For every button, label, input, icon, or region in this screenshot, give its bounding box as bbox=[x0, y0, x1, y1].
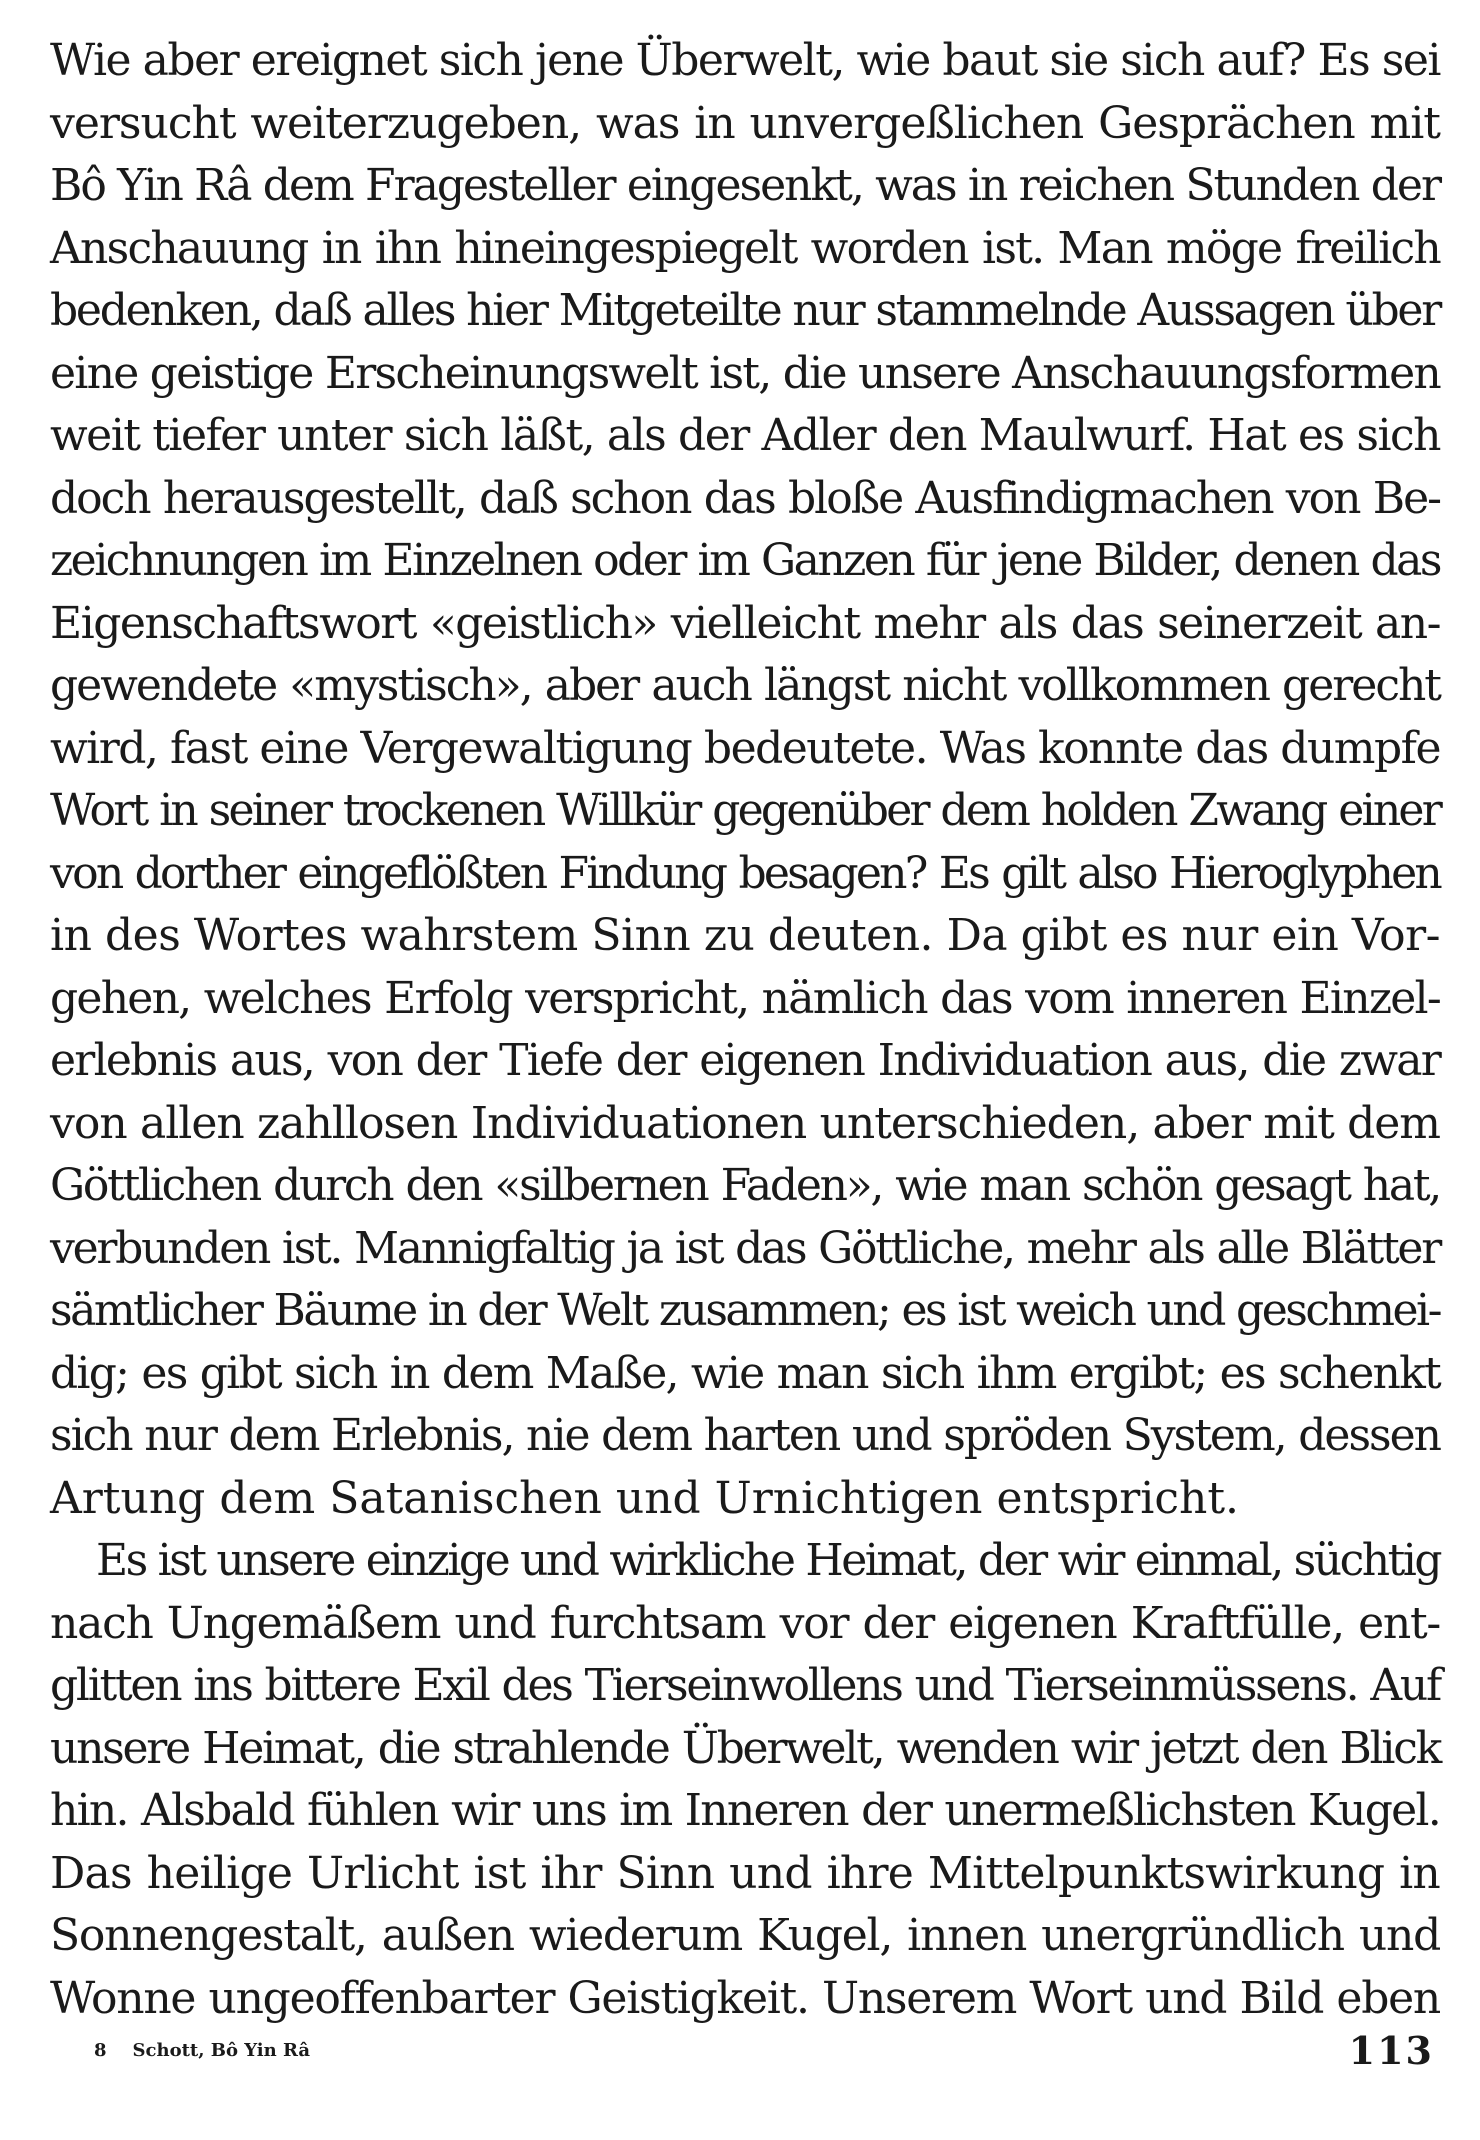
text-line: Sonnengestalt, außen wiederum Kugel, innen unergründlich und bbox=[50, 1910, 1440, 1961]
text-line: doch herausgestellt, daß schon das bloße Ausfindigmachen von Be- bbox=[50, 472, 1440, 524]
text-line: dig; es gibt sich in dem Maße, wie man sich ihm ergibt; es schenkt bbox=[50, 1347, 1440, 1399]
text-line: bedenken, daß alles hier Mitgeteilte nur stammelnde Aussagen über bbox=[50, 285, 1440, 336]
paragraph-1 bbox=[50, 30, 1440, 1530]
page-number: 113 bbox=[1348, 2028, 1434, 2073]
text-line: hin. Alsbald fühlen wir uns im Inneren der unermeßlichsten Kugel. bbox=[50, 1785, 1440, 1836]
signature-text: Schott, Bô Yin Râ bbox=[132, 2040, 310, 2061]
text-line: in des Wortes wahrstem Sinn zu deuten. Da gibt es nur ein Vor- bbox=[50, 910, 1440, 961]
text-line: Es ist unsere einzige und wirkliche Heimat, der wir einmal, süchtig bbox=[96, 1535, 1440, 1586]
text-line: Anschauung in ihn hineingespiegelt worden ist. Man möge freilich bbox=[50, 222, 1440, 274]
text-line: erlebnis aus, von der Tiefe der eigenen Individuation aus, die zwar bbox=[50, 1035, 1440, 1086]
text-line: zeichnungen im Einzelnen oder im Ganzen für jene Bilder, denen das bbox=[50, 535, 1440, 586]
printer-signature bbox=[94, 2040, 310, 2061]
text-line: Wie aber ereignet sich jene Überwelt, wie baut sie sich auf? Es sei bbox=[50, 35, 1440, 86]
text-line: verbunden ist. Mannigfaltig ja ist das Göttliche, mehr als alle Blätter bbox=[50, 1222, 1440, 1274]
text-line: gewendete «mystisch», aber auch längst nicht vollkommen gerecht bbox=[50, 660, 1440, 711]
text-line: eine geistige Erscheinungswelt ist, die unsere Anschauungsformen bbox=[50, 347, 1440, 399]
text-line: Wort in seiner trockenen Willkür gegenüber dem holden Zwang einer bbox=[50, 785, 1440, 836]
text-line: glitten ins bittere Exil des Tierseinwollens und Tierseinmüssens. Auf bbox=[50, 1660, 1440, 1711]
text-line: sämtlicher Bäume in der Welt zusammen; es ist weich und geschmei- bbox=[50, 1285, 1440, 1336]
paragraph-2 bbox=[50, 1530, 1440, 2030]
text-line: wird, fast eine Vergewaltigung bedeutete. Was konnte das dumpfe bbox=[50, 722, 1440, 774]
text-line: gehen, welches Erfolg verspricht, nämlich das vom inneren Einzel- bbox=[50, 972, 1440, 1024]
text-line: Göttlichen durch den «silbernen Faden», wie man schön gesagt hat, bbox=[50, 1160, 1440, 1211]
text-line: von dorther eingeflößten Findung besagen? Es gilt also Hieroglyphen bbox=[50, 847, 1440, 899]
text-line: weit tiefer unter sich läßt, als der Adler den Maulwurf. Hat es sich bbox=[50, 410, 1440, 461]
text-line: von allen zahllosen Individuationen unterschieden, aber mit dem bbox=[50, 1097, 1440, 1149]
page-footer bbox=[94, 2028, 1434, 2078]
text-line: unsere Heimat, die strahlende Überwelt, wenden wir jetzt den Blick bbox=[50, 1722, 1440, 1774]
signature-number: 8 bbox=[94, 2040, 107, 2061]
text-line: Eigenschaftswort «geistlich» vielleicht mehr als das seinerzeit an- bbox=[50, 597, 1440, 649]
text-line: Wonne ungeoffenbarter Geistigkeit. Unserem Wort und Bild eben bbox=[50, 1972, 1440, 2024]
text-line: nach Ungemäßem und furchtsam vor der eigenen Kraftfülle, ent- bbox=[50, 1597, 1440, 1649]
text-line: Bô Yin Râ dem Fragesteller eingesenkt, was in reichen Stunden der bbox=[50, 160, 1440, 211]
page-body bbox=[50, 30, 1440, 2030]
text-line: Das heilige Urlicht ist ihr Sinn und ihre Mittelpunktswirkung in bbox=[50, 1847, 1440, 1899]
text-line: sich nur dem Erlebnis, nie dem harten und spröden System, dessen bbox=[50, 1410, 1440, 1461]
text-line: versucht weiterzugeben, was in unvergeßlichen Gesprächen mit bbox=[50, 97, 1440, 149]
text-line: Artung dem Satanischen und Urnichtigen entspricht. bbox=[50, 1472, 1240, 1524]
